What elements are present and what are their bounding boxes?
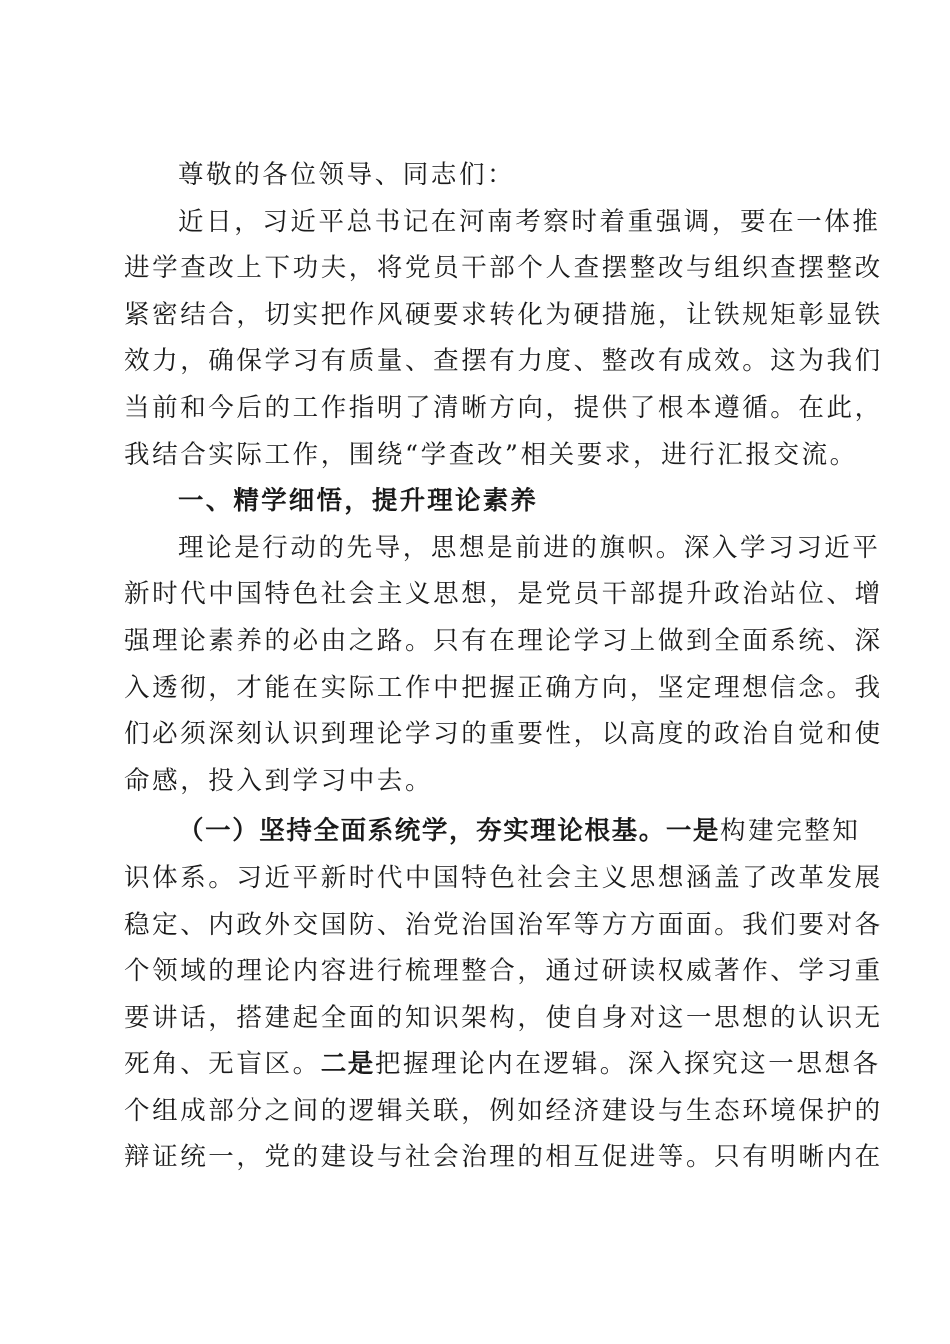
intro-line: 进学查改上下功夫，将党员干部个人查摆整改与组织查摆整改: [124, 253, 883, 284]
point-text: 把握理论内在逻辑。深入探究这一思想各: [374, 1049, 881, 1080]
paragraph-line: 命感，投入到学习中去。: [124, 765, 434, 796]
paragraph-line-with-point: [124, 1041, 881, 1088]
point-text: 构建完整知: [720, 816, 861, 847]
intro-line: 紧密结合，切实把作风硬要求转化为硬措施，让铁规矩彰显铁: [124, 299, 883, 330]
paragraph-line: 新时代中国特色社会主义思想，是党员干部提升政治站位、增: [124, 579, 883, 610]
paragraph-line: 识体系。习近平新时代中国特色社会主义思想涵盖了改革发展: [124, 862, 883, 893]
point-label: 二是: [320, 1049, 375, 1080]
paragraph-line: 们必须深刻认识到理论学习的重要性，以高度的政治自觉和使: [124, 719, 883, 750]
paragraph-line: 稳定、内政外交国防、治党治国治军等方方面面。我们要对各: [124, 909, 883, 940]
paragraph-line: 要讲话，搭建起全面的知识架构，使自身对这一思想的认识无: [124, 1002, 883, 1033]
intro-line: 效力，确保学习有质量、查摆有力度、整改有成效。这为我们: [124, 346, 883, 377]
paragraph-line: 强理论素养的必由之路。只有在理论学习上做到全面系统、深: [124, 625, 883, 656]
document-body: [124, 152, 883, 1181]
subsection-title: （一）坚持全面系统学，夯实理论根基。: [178, 816, 666, 847]
paragraph-line: 理论是行动的先导，思想是前进的旗帜。深入学习习近平: [178, 532, 881, 563]
intro-line: 我结合实际工作，围绕“学查改”相关要求，进行汇报交流。: [124, 439, 858, 470]
paragraph-line: 入透彻，才能在实际工作中把握正确方向，坚定理想信念。我: [124, 672, 883, 703]
greeting-line: 尊敬的各位领导、同志们：: [178, 160, 516, 190]
subsection-first-line: [124, 808, 861, 855]
intro-line: 当前和今后的工作指明了清晰方向，提供了根本遵循。在此，: [124, 392, 883, 423]
paragraph-line: 辩证统一，党的建设与社会治理的相互促进等。只有明晰内在: [124, 1142, 883, 1173]
paragraph-line: 个领域的理论内容进行梳理整合，通过研读权威著作、学习重: [124, 956, 883, 987]
intro-line: 近日，习近平总书记在河南考察时着重强调，要在一体推: [178, 206, 881, 237]
section-heading: 一、精学细悟，提升理论素养: [178, 486, 539, 517]
paragraph-line: 个组成部分之间的逻辑关联，例如经济建设与生态环境保护的: [124, 1095, 883, 1126]
point-prefix-text: 死角、无盲区。: [124, 1049, 321, 1080]
point-label: 一是: [665, 816, 721, 847]
